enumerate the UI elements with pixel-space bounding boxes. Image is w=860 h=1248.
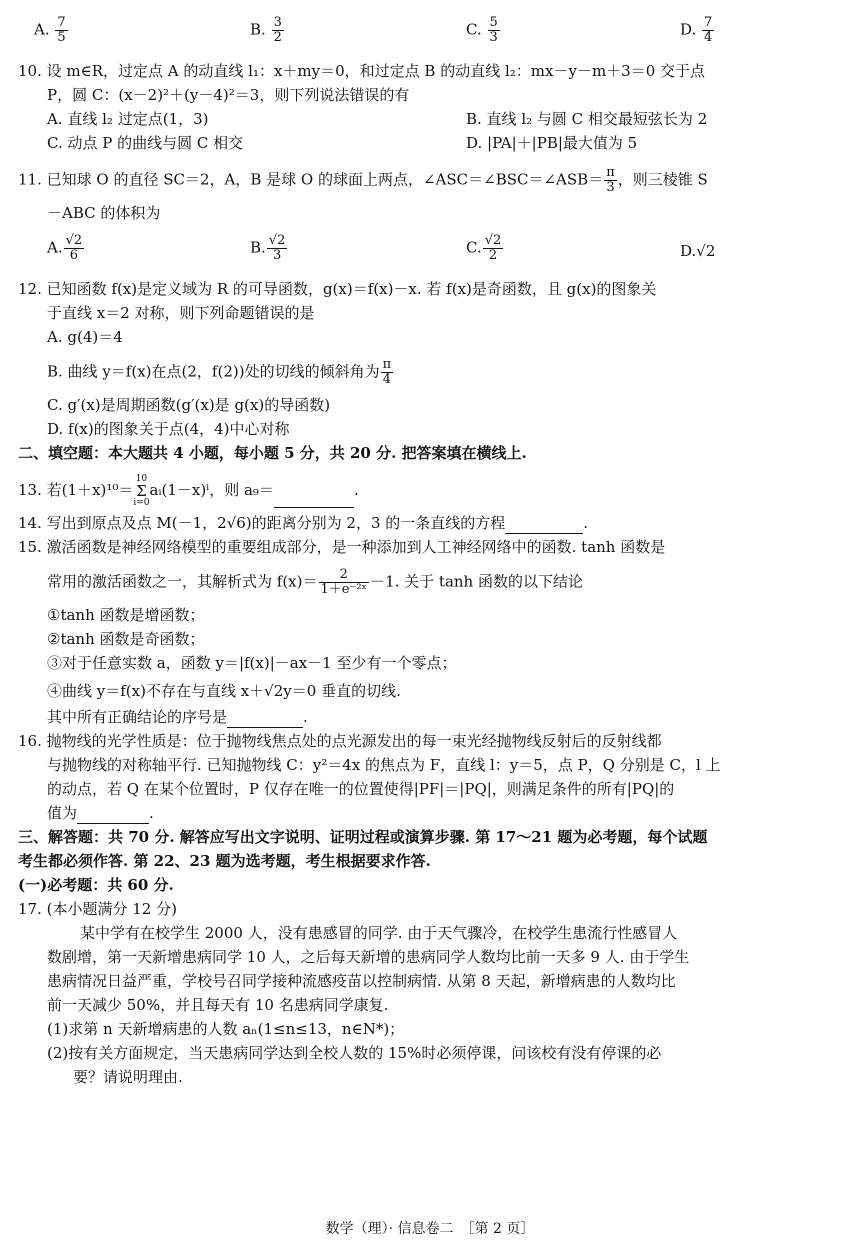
q11-stem-text-end: ，则三棱锥 S: [617, 170, 708, 189]
fraction: [55, 16, 67, 45]
q13-line: [18, 474, 359, 508]
denominator: 2: [488, 248, 498, 263]
q9-option-a: [34, 16, 69, 45]
q16-stem-line-1: 16. 抛物线的光学性质是：位于抛物线焦点处的点光源发出的每一束光经抛物线反射后的反射线都: [18, 732, 662, 750]
q11-option-b: [250, 234, 288, 263]
option-value: √2: [696, 242, 716, 260]
answer-blank[interactable]: [274, 491, 354, 508]
summation-upper: 10: [135, 474, 148, 484]
fraction: [381, 358, 394, 387]
q12-stem-line-2: 于直线 x＝2 对称，则下列命题错误的是: [47, 304, 315, 322]
fraction: [488, 16, 500, 45]
q15-stem-line-1: 15. 激活函数是神经网络模型的重要组成部分，是一种添加到人工神经网络中的函数. tanh 函数是: [18, 538, 666, 556]
fraction: [702, 16, 714, 45]
q12-option-d: D. f(x)的图象关于点(4，4)中心对称: [47, 420, 290, 438]
numerator: 7: [57, 15, 66, 30]
numerator: 3: [273, 15, 282, 30]
q10-option-d: D. |PA|＋|PB|最大值为 5: [466, 134, 638, 152]
q12-option-b: [47, 358, 394, 387]
q15-ask-text: 其中所有正确结论的序号是: [47, 708, 228, 726]
q17-para-line-2: 数剧增，第一天新增患病同学 10 人，之后每天新增的患病同学人数均比前一天多 9 人. 由于学生: [47, 948, 690, 966]
q16-text: 值为: [47, 804, 78, 822]
q10-option-a: A. 直线 l₂ 过定点(1，3): [47, 110, 209, 128]
q10-option-c: C. 动点 P 的曲线与圆 C 相交: [47, 134, 244, 152]
option-letter: B.: [250, 20, 266, 39]
q10-option-b: B. 直线 l₂ 与圆 C 相交最短弦长为 2: [466, 110, 708, 128]
denominator: 6: [69, 248, 79, 263]
q9-option-c: [466, 16, 501, 45]
q13-text-end: aᵢ(1－x)ⁱ，则 a₉＝: [149, 481, 274, 499]
numerator: π: [382, 357, 392, 372]
denominator: 2: [273, 30, 282, 45]
q17-heading: 17. (本小题满分 12 分): [18, 900, 177, 918]
numerator: √2: [268, 233, 286, 248]
period: .: [583, 514, 589, 532]
denominator: 3: [606, 180, 615, 195]
denominator: 3: [272, 248, 282, 263]
fraction: [272, 16, 284, 45]
q9-option-d: [680, 16, 715, 45]
option-letter: C.: [466, 238, 482, 257]
q16-stem-line-3: 的动点，若 Q 在某个位置时，P 仅存在唯一的位置使得|PF|＝|PQ|，则满足条件的所有|PQ|的: [47, 780, 675, 798]
option-letter: B.: [250, 238, 266, 257]
q14-line: [18, 512, 588, 534]
section-2-heading: 二、填空题：本大题共 4 小题，每小题 5 分，共 20 分. 把答案填在横线上.: [18, 444, 527, 462]
period: .: [353, 481, 359, 499]
option-letter: A.: [47, 238, 63, 257]
fraction: [64, 234, 85, 263]
q16-stem-line-2: 与抛物线的对称轴平行. 已知抛物线 C：y²＝4x 的焦点为 F，直线 l：y＝5，点 P，Q 分别是 C，l 上: [47, 756, 721, 774]
q15-stem-line-2: [47, 568, 583, 597]
denominator: 1＋e⁻²ˣ: [320, 582, 368, 597]
q17-subquestion-2-line-2: 要？请说明理由.: [73, 1068, 183, 1086]
q15-text-end: －1. 关于 tanh 函数的以下结论: [370, 572, 583, 591]
fraction: [604, 166, 617, 195]
numerator: π: [606, 165, 615, 180]
q14-text: 14. 写出到原点及点 M(－1，2√6)的距离分别为 2，3 的一条直线的方程: [18, 514, 506, 532]
answer-blank[interactable]: [77, 807, 149, 824]
summation: [133, 474, 149, 508]
section-3-heading-line-1: 三、解答题：共 70 分. 解答应写出文字说明、证明过程或演算步骤. 第 17～21 题为必考题，每个试题: [18, 828, 708, 846]
fraction: [267, 234, 288, 263]
numerator: 7: [704, 15, 713, 30]
q15-item-1: ①tanh 函数是增函数；: [47, 606, 205, 624]
q9-option-b: [250, 16, 285, 45]
section-3-heading-line-2: 考生都必须作答. 第 22、23 题为选考题，考生根据要求作答.: [18, 852, 431, 870]
option-letter: D.: [680, 242, 697, 260]
summation-lower: i=0: [133, 498, 150, 508]
q17-subquestion-1: (1)求第 n 天新增病患的人数 aₙ(1≤n≤13，n∈N*)；: [47, 1020, 405, 1038]
q11-option-c: [466, 234, 504, 263]
fraction: [319, 568, 370, 597]
denominator: 5: [57, 30, 66, 45]
numerator: 5: [489, 15, 498, 30]
q11-stem-line-1: [18, 166, 708, 195]
denominator: 3: [489, 30, 498, 45]
q11-stem-line-2: －ABC 的体积为: [47, 204, 161, 222]
q17-para-line-1: 某中学有在校学生 2000 人，没有患感冒的同学. 由于天气骤冷，在校学生患流行性感冒人: [80, 924, 678, 942]
answer-blank[interactable]: [505, 517, 583, 534]
q15-item-3: ③对于任意实数 a，函数 y＝|f(x)|－ax－1 至少有一个零点；: [47, 654, 457, 672]
q15-ask: [47, 706, 308, 728]
option-letter: C.: [466, 20, 482, 39]
period: .: [149, 804, 154, 822]
q17-subquestion-2-line-1: (2)按有关方面规定，当天患病同学达到全校人数的 15%时必须停课，问该校有没有停课的必: [47, 1044, 662, 1062]
option-letter: A.: [34, 20, 50, 39]
summation-symbol: Σ: [136, 482, 147, 500]
q12-option-b-text: B. 曲线 y＝f(x)在点(2，f(2))处的切线的倾斜角为: [47, 362, 380, 381]
fraction: [483, 234, 504, 263]
numerator: 2: [319, 568, 370, 583]
option-letter: D.: [680, 20, 697, 39]
numerator: √2: [65, 233, 83, 248]
q13-text: 13. 若(1＋x)¹⁰＝: [18, 481, 134, 499]
q10-stem-line-2: P，圆 C：(x－2)²＋(y－4)²＝3，则下列说法错误的有: [47, 86, 410, 104]
q15-text: 常用的激活函数之一，其解析式为 f(x)＝: [47, 572, 318, 591]
q11-stem-text: 11. 已知球 O 的直径 SC＝2，A，B 是球 O 的球面上两点，∠ASC＝∠BSC＝∠ASB＝: [18, 170, 604, 189]
q11-option-d: [680, 240, 715, 262]
answer-blank[interactable]: [227, 711, 303, 728]
q16-stem-line-4: [47, 802, 154, 824]
numerator: √2: [484, 233, 502, 248]
q10-stem-line-1: 10. 设 m∈R，过定点 A 的动直线 l₁：x＋my＝0，和过定点 B 的动直线 l₂：mx－y－m＋3＝0 交于点: [18, 62, 706, 80]
denominator: 4: [704, 30, 713, 45]
q11-option-a: [47, 234, 85, 263]
part-1-heading: (一)必考题：共 60 分.: [18, 876, 174, 894]
q17-para-line-4: 前一天减少 50%，并且每天有 10 名患病同学康复.: [47, 996, 389, 1014]
q12-option-a: A. g(4)＝4: [47, 328, 123, 346]
period: .: [303, 708, 308, 726]
denominator: 4: [382, 372, 391, 387]
q12-stem-line-1: 12. 已知函数 f(x)是定义域为 R 的可导函数，g(x)＝f(x)－x. 若 f(x)是奇函数，且 g(x)的图象关: [18, 280, 657, 298]
page-footer: 数学（理）· 信息卷二 ［第 2 页］: [325, 1221, 535, 1237]
q17-para-line-3: 患病情况日益严重，学校号召同学接种流感疫苗以控制病情. 从第 8 天起，新增病患的人数均比: [47, 972, 676, 990]
q12-option-c: C. g′(x)是周期函数(g′(x)是 g(x)的导函数): [47, 396, 331, 414]
q15-item-2: ②tanh 函数是奇函数；: [47, 630, 205, 648]
q15-item-4: ④曲线 y＝f(x)不存在与直线 x＋√2y＝0 垂直的切线.: [47, 682, 401, 700]
